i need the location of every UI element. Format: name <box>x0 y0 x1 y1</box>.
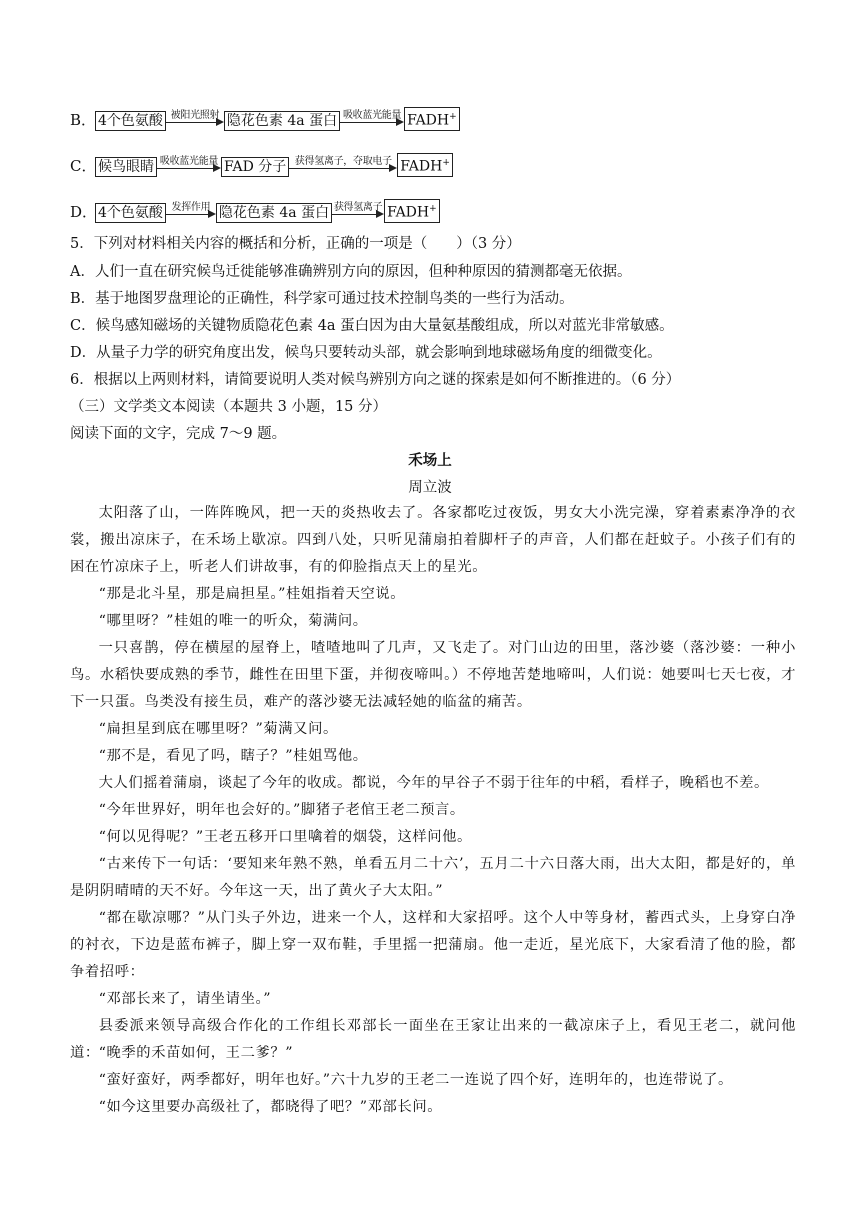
diagram-box: FAD 分子 <box>221 157 289 177</box>
story-paragraph: 太阳落了山，一阵阵晚风，把一天的炎热收去了。各家都吃过夜饭，男女大小洗完澡，穿着素素净净的衣裳，搬出凉床子，在禾场上歇凉。四到八处，只听见蒲扇拍着脚杆子的声音，人们都在赶蚊子。小孩子们有的困在竹凉床子上，听老人们讲故事，有的仰脸指点天上的星光。 <box>70 505 796 575</box>
arrow-label: 获得氢离子，夺取电子 <box>294 156 392 167</box>
question-5-stem: 5．下列对材料相关内容的概括和分析，正确的一项是（ ）（3 分） <box>70 236 521 252</box>
section-heading: （三）文学类文本阅读（本题共 3 小题，15 分） <box>70 399 388 415</box>
story-paragraph: “邓部长来了，请坐请坐。” <box>98 991 272 1007</box>
arrow-line <box>340 122 397 123</box>
story-paragraph: “今年世界好，明年也会好的。”脚猪子老倌王老二预言。 <box>98 802 465 818</box>
story-paragraph: “那不是，看见了吗，瞎子？”桂姐骂他。 <box>98 748 368 764</box>
option-b-diagram <box>70 98 460 132</box>
option-letter: B． <box>70 111 97 129</box>
arrow-label: 吸收蓝光能量 <box>342 110 402 121</box>
diagram-box <box>384 199 440 223</box>
arrow-label: 发挥作用 <box>171 202 211 213</box>
story-paragraph: “晚季的禾苗如何，王二爹？” <box>98 1045 294 1061</box>
story-title: 禾场上 <box>408 452 452 469</box>
diagram-arrow <box>166 111 224 131</box>
arrow-head-icon <box>213 164 221 172</box>
diagram-box: 隐花色素 4a 蛋白 <box>224 111 340 131</box>
question-5-option-a: A．人们一直在研究候鸟迁徙能够准确辨别方向的原因，但种种原因的猜测都毫无依据。 <box>70 264 632 280</box>
story-author: 周立波 <box>408 480 452 496</box>
question-5-option-d: D．从量子力学的研究角度出发，候鸟只要转动头部，就会影响到地球磁场角度的细微变化。 <box>70 345 662 361</box>
question-5-option-c: C．候鸟感知磁场的关键物质隐花色素 4a 蛋白因为由大量氨基酸组成，所以对蓝光非常敏感。 <box>70 318 674 334</box>
superscript: + <box>429 204 437 215</box>
story-paragraph: “那是北斗星，那是扁担星。”桂姐指着天空说。 <box>98 586 406 602</box>
diagram-box-text: FADH <box>387 205 430 221</box>
arrow-line <box>332 214 377 215</box>
arrow-label: 被阳光照射 <box>170 110 220 121</box>
story-paragraph: 县委派来领导高级合作化的工作组长邓部长一面坐在王家让出来的一截凉床子上，看见王老二，就问他道： <box>70 1018 796 1061</box>
option-c-diagram <box>70 144 453 178</box>
arrow-line <box>157 168 214 169</box>
story-paragraph: “古来传下一句话：‘要知来年熟不熟，单看五月二十六’，五月二十六日落大雨，出大太阳，都是好的，单是阴阴晴晴的天不好。今年这一天，出了黄火子大太阳。” <box>70 856 796 899</box>
story-paragraph: “何以见得呢？”王老五移开口里噙着的烟袋，这样问他。 <box>98 829 472 845</box>
diagram-arrow <box>157 157 221 177</box>
diagram-box-text: FADH <box>407 113 450 129</box>
arrow-line <box>166 122 217 123</box>
diagram-box: 4个色氨酸 <box>95 111 166 131</box>
superscript: + <box>449 112 457 123</box>
diagram-box <box>404 107 460 131</box>
diagram-box <box>397 153 453 177</box>
story-paragraph: “如今这里要办高级社了，都晓得了吧？”邓部长问。 <box>98 1099 443 1115</box>
diagram-box: 隐花色素 4a 蛋白 <box>216 203 332 223</box>
diagram-box: 4个色氨酸 <box>95 203 166 223</box>
arrow-line <box>289 168 390 169</box>
arrow-head-icon <box>216 118 224 126</box>
story-paragraph: 一只喜鹊，停在横屋的屋脊上，喳喳地叫了几声，又飞走了。对门山边的田里，落沙婆（落沙婆：一种小鸟。水稻快要成熟的季节，雌性在田里下蛋，并彻夜啼叫。）不停地苦楚地啼叫，人们说：她要叫七天七夜，才下一只蛋。鸟类没有接生员，难产的落沙婆无法减轻她的临盆的痛苦。 <box>70 640 796 710</box>
option-letter: C． <box>70 157 97 175</box>
diagram-arrow <box>340 111 404 131</box>
arrow-head-icon <box>208 210 216 218</box>
story-paragraph: “哪里呀？”桂姐的唯一的听众，菊满问。 <box>98 613 368 629</box>
arrow-line <box>166 214 209 215</box>
diagram-arrow <box>332 203 384 223</box>
arrow-label: 吸收蓝光能量 <box>159 156 219 167</box>
story-paragraph: “蛮好蛮好，两季都好，明年也好。”六十九岁的王老二一连说了四个好，连明年的，也连带说了。 <box>98 1072 733 1088</box>
option-letter: D． <box>70 203 98 221</box>
question-5-option-b: B．基于地图罗盘理论的正确性，科学家可通过技术控制鸟类的一些行为活动。 <box>70 291 574 307</box>
story-paragraph: “都在歇凉哪？”从门头子外边，进来一个人，这样和大家招呼。这个人中等身材，蓄西式头，上身穿白净的衬衣，下边是蓝布裤子，脚上穿一双布鞋，手里摇一把蒲扇。他一走近，星光底下，大家看清了他的脸，都争着招呼： <box>70 910 796 980</box>
diagram-arrow <box>289 157 397 177</box>
arrow-head-icon <box>396 118 404 126</box>
diagram-box-text: FADH <box>400 159 443 175</box>
arrow-head-icon <box>376 210 384 218</box>
section-instruction: 阅读下面的文字，完成 7～9 题。 <box>70 426 287 442</box>
story-paragraph: 大人们摇着蒲扇，谈起了今年的收成。都说，今年的早谷子不弱于往年的中稻，看样子，晚稻也不差。 <box>98 775 769 791</box>
question-6: 6．根据以上两则材料，请简要说明人类对候鸟辨别方向之谜的探索是如何不断推进的。（6 分） <box>70 372 681 388</box>
story-paragraph: “扁担星到底在哪里呀？”菊满又问。 <box>98 721 338 737</box>
arrow-label: 获得氢离子 <box>333 202 383 213</box>
superscript: + <box>442 158 450 169</box>
option-d-diagram <box>70 190 440 224</box>
diagram-arrow <box>166 203 216 223</box>
arrow-head-icon <box>389 164 397 172</box>
diagram-box: 候鸟眼睛 <box>95 157 157 177</box>
